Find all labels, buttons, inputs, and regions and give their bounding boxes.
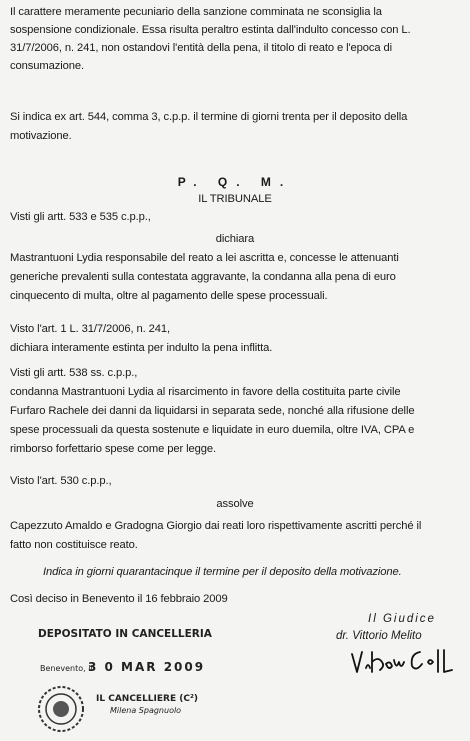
paragraph-1-line-4: consumazione. — [10, 60, 84, 72]
paragraph-1-line-2: sospensione condizionale. Essa risulta peraltro estinta dall'indulto concesso con L. — [10, 24, 411, 36]
paragraph-3-line-1: Mastrantuoni Lydia responsabile del reato a lei ascritta e, concesse le attenuanti — [10, 252, 399, 264]
stamp-cancelliere-name: Milena Spagnuolo — [110, 706, 182, 715]
stamp-cancelliere: IL CANCELLIERE (C²) — [96, 694, 199, 704]
assolve-heading: assolve — [216, 498, 254, 510]
court-seal — [36, 684, 86, 734]
pqm-heading: P. Q. M. — [177, 175, 293, 189]
paragraph-3-line-3: cinquecento di multa, oltre al pagamento delle spese processuali. — [10, 290, 328, 302]
paragraph-3-line-2: generiche prevalenti sulla contestata aggravante, la condanna alla pena di euro — [10, 271, 396, 283]
paragraph-2-line-2: motivazione. — [10, 130, 72, 142]
indica-termine: Indica in giorni quarantacinque il termine per il deposito della motivazione. — [43, 566, 402, 578]
stamp-depositato: DEPOSITATO IN CANCELLERIA — [38, 628, 212, 640]
paragraph-4-line-2: Furfaro Rachele dei danni da liquidarsi in separata sede, nonché alla rifusione delle — [10, 405, 415, 417]
visti-artt-533: Visti gli artt. 533 e 535 c.p.p., — [10, 211, 151, 223]
visto-art-530: Visto l'art. 530 c.p.p., — [10, 475, 112, 487]
paragraph-1-line-3: 31/7/2006, n. 241, non ostandovi l'entità della pena, il titolo di reato e l'epoca di — [10, 42, 393, 54]
stamp-date: 3 0 MAR 2009 — [88, 660, 206, 674]
judge-name: dr. Vittorio Melito — [336, 630, 422, 642]
paragraph-5-line-2: fatto non costituisce reato. — [10, 539, 138, 551]
paragraph-1-line-1: Il carattere meramente pecuniario della sanzione comminata ne sconsiglia la — [10, 6, 382, 18]
paragraph-2-line-1: Si indica ex art. 544, comma 3, c.p.p. il termine di giorni trenta per il deposito della — [10, 111, 408, 123]
dichiara-heading: dichiara — [215, 233, 255, 245]
dichiara-estinta: dichiara interamente estinta per indulto la pena inflitta. — [10, 342, 273, 354]
paragraph-4-line-4: rimborso forfettario spese come per legge. — [10, 443, 216, 455]
visto-art-1: Visto l'art. 1 L. 31/7/2006, n. 241, — [10, 323, 171, 335]
cosi-deciso: Così deciso in Benevento il 16 febbraio 2009 — [10, 593, 228, 605]
tribunale-heading: IL TRIBUNALE — [198, 193, 272, 205]
visti-artt-538: Visti gli artt. 538 ss. c.p.p., — [10, 367, 138, 379]
stamp-place: Benevento, li — [40, 664, 93, 673]
paragraph-4-line-1: condanna Mastrantuoni Lydia al risarcimento in favore della costituita parte civile — [10, 386, 401, 398]
paragraph-5-line-1: Capezzuto Amaldo e Gradogna Giorgio dai reati loro rispettivamente ascritti perché il — [10, 520, 422, 532]
judge-signature — [348, 646, 463, 676]
judge-title: Il Giudice — [368, 613, 436, 625]
paragraph-4-line-3: spese processuali da questa sostenute e liquidate in euro duemila, oltre IVA, CPA e — [10, 424, 415, 436]
